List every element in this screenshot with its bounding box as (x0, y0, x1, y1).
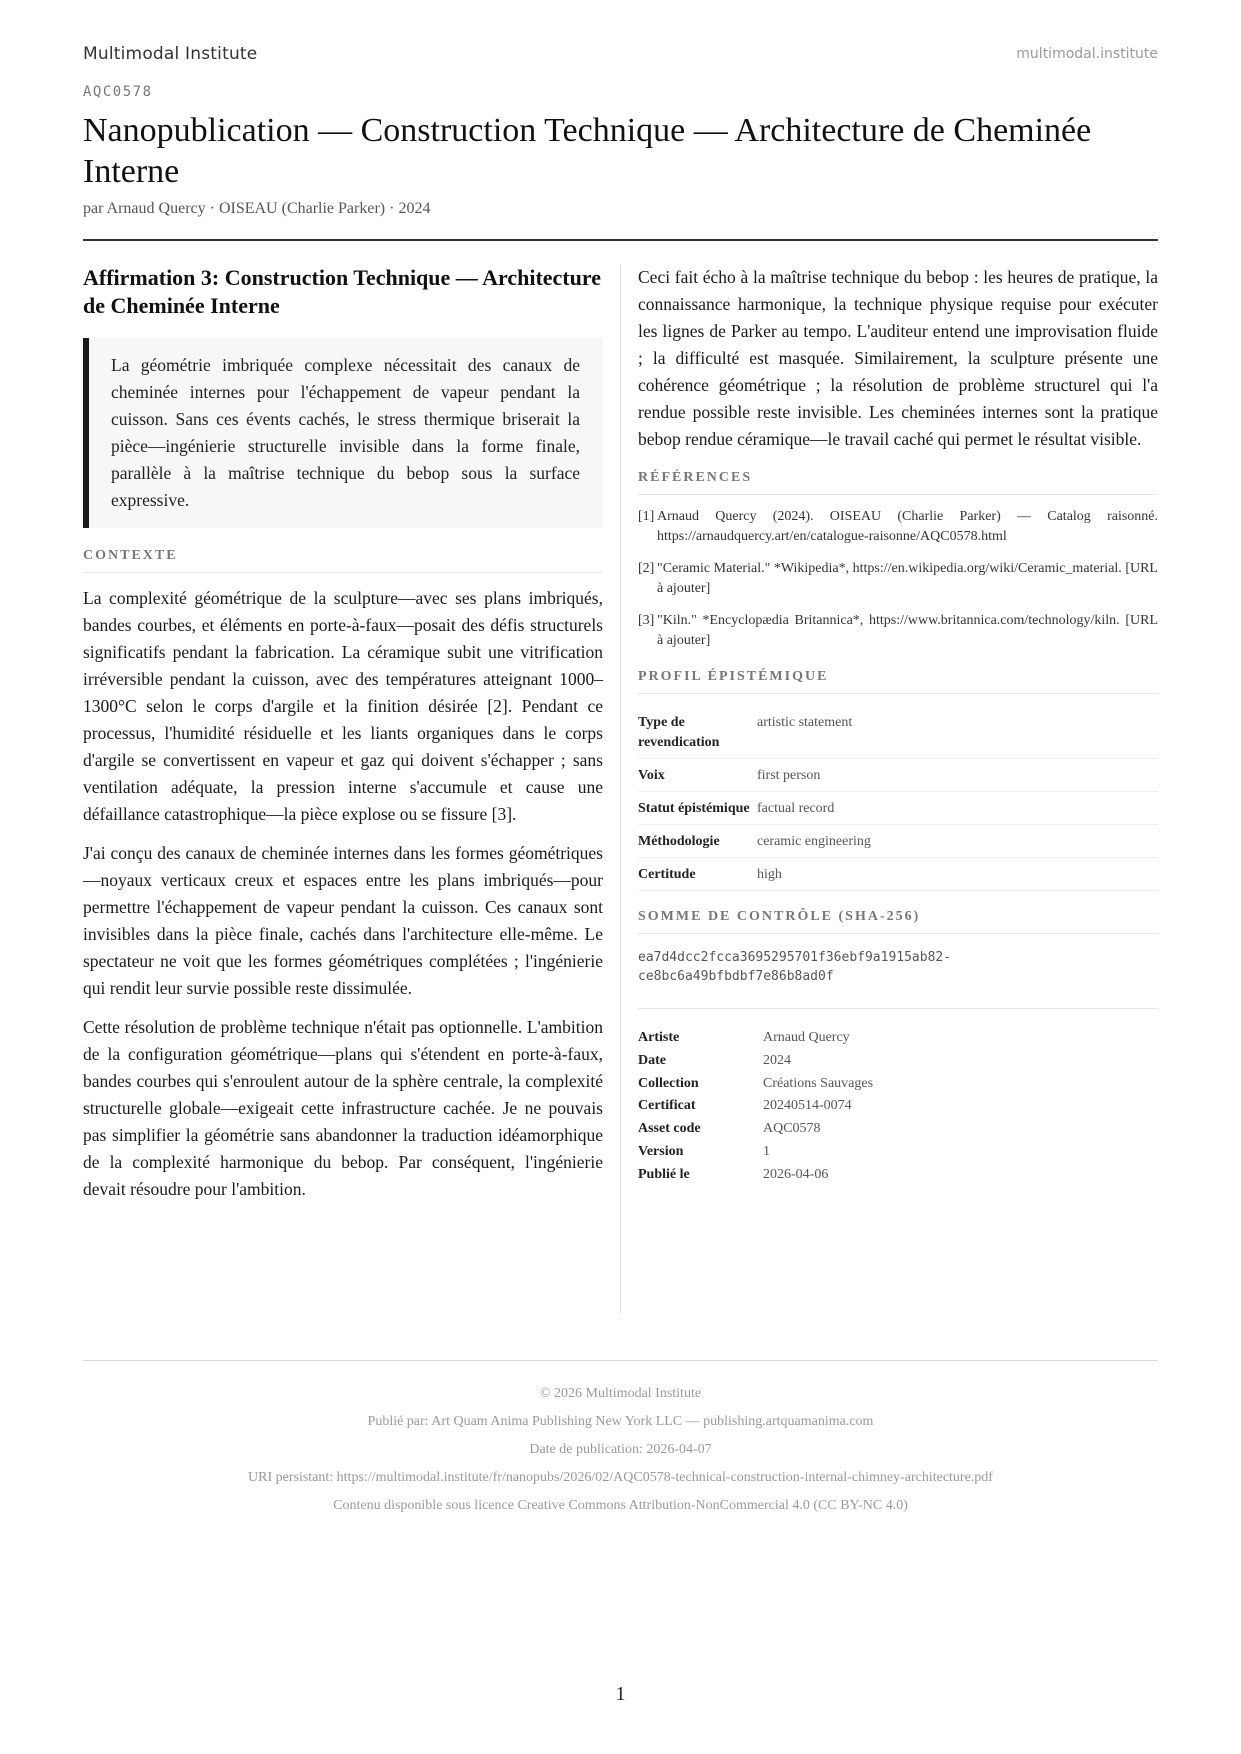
profile-value: factual record (757, 801, 835, 816)
brand-name: Multimodal Institute (83, 44, 258, 64)
claim-heading: Affirmation 3: Construction Technique — Architecture de Cheminée Interne (83, 265, 601, 318)
reference-text: "Kiln." *Encyclopædia Britannica*, https://www.britannica.com/technology/kiln. [URL à ajouter] (657, 613, 1158, 648)
profile-key: Statut épistémique (638, 801, 750, 816)
references-heading: RÉFÉRENCES (638, 466, 1158, 495)
context-paragraph: Cette résolution de problème technique n'était pas optionnelle. L'ambition de la configuration géométrique—plans qui s'étendent en porte-à-faux, bandes courbes qui s'enroulent autour de la sphère centrale, la complexité structurelle globale—exigeait cette infrastructure cachée. Je ne pouvais pas simplifier la géométrie sans abandonner la traduction idéamorphique de la complexité harmonique du bebop. Par conséquent, l'ingénierie devait résoudre pour l'ambition. (83, 1017, 603, 1199)
context-heading: CONTEXTE (83, 544, 603, 573)
profile-key: Certitude (638, 867, 696, 882)
metadata-key: Asset code (638, 1121, 701, 1137)
page-title: Nanopublication — Construction Technique — Architecture de Cheminée Interne (83, 112, 1092, 190)
profile-row (638, 706, 1158, 759)
checksum-heading: SOMME DE CONTRÔLE (SHA-256) (638, 905, 1158, 934)
epistemic-profile-heading: PROFIL ÉPISTÉMIQUE (638, 665, 1158, 694)
right-column (638, 264, 1158, 1187)
metadata-table (638, 1027, 1158, 1187)
metadata-key: Version (638, 1143, 684, 1159)
document-page (83, 0, 1158, 1754)
reference-number: [1] (638, 509, 655, 524)
metadata-value: AQC0578 (763, 1121, 821, 1137)
profile-row (638, 858, 1158, 891)
metadata-value: 2024 (763, 1052, 791, 1068)
left-column (83, 264, 603, 1215)
reference-text: "Ceramic Material." *Wikipedia*, https://en.wikipedia.org/wiki/Ceramic_material. [URL à ajouter] (657, 561, 1158, 596)
profile-row (638, 825, 1158, 858)
metadata-row (638, 1027, 1158, 1050)
metadata-value: 2026-04-06 (763, 1166, 829, 1182)
footer-divider (83, 1360, 1158, 1361)
site-url[interactable]: multimodal.institute (1016, 46, 1158, 62)
reference-item[interactable] (638, 559, 1158, 599)
metadata-row (638, 1073, 1158, 1096)
metadata-row (638, 1118, 1158, 1141)
continuation-paragraph: Ceci fait écho à la maîtrise technique du bebop : les heures de pratique, la connaissance harmonique, la technique physique requise pour exécuter les lignes de Parker au tempo. L'auditeur entend une improvisation fluide ; la difficulté est masquée. Similairement, la sculpture présente une cohérence géométrique ; la résolution de problème structurel qui l'a rendue possible reste invisible. Les cheminées internes sont la pratique bebop rendue céramique—le travail caché qui permet le résultat visible. (638, 267, 1158, 449)
asset-code: AQC0578 (83, 84, 153, 100)
reference-text: Arnaud Quercy (2024). OISEAU (Charlie Parker) — Catalog raisonné. https://arnaudquercy.art/en/catalogue-raisonne/AQC0578.html (657, 509, 1158, 544)
metadata-value: Créations Sauvages (763, 1075, 874, 1091)
footer-persistent-uri[interactable]: URI persistant: https://multimodal.institute/fr/nanopubs/2026/02/AQC0578-technical-construction-internal-chimney-architecture.pdf (248, 1470, 993, 1485)
claim-quote: La géométrie imbriquée complexe nécessitait des canaux de cheminée internes pour l'échappement de vapeur pendant la cuisson. Sans ces évents cachés, le stress thermique briserait la pièce—ingénierie structurelle invisible dans la forme finale, parallèle à la maîtrise technique du bebop sous la surface expressive. (83, 338, 603, 528)
column-divider (620, 264, 621, 1314)
footer-publisher: Publié par: Art Quam Anima Publishing New York LLC — publishing.artquamanima.com (367, 1414, 874, 1429)
context-paragraph: La complexité géométrique de la sculpture—avec ses plans imbriqués, bandes courbes, et éléments en porte-à-faux—posait des défis structurels significatifs pendant la fabrication. La céramique subit une vitrification irréversible pendant la cuisson, avec des températures atteignant 1000–1300°C selon le corps d'argile et la finition désirée [2]. Pendant ce processus, l'humidité résiduelle et les liants organiques dans le corps d'argile se convertissent en vapeur et gaz qui doivent s'échapper ; sans ventilation adéquate, la pression interne s'accumule et cause une défaillance catastrophique—la pièce explose ou se fissure [3]. (83, 588, 603, 824)
profile-value: first person (757, 768, 821, 783)
checksum-line: ea7d4dcc2fcca3695295701f36ebf9a1915ab82- (638, 950, 952, 965)
epistemic-profile-table (638, 706, 1158, 891)
metadata-key: Artiste (638, 1030, 680, 1045)
profile-value: high (757, 867, 782, 882)
footer-license: Contenu disponible sous licence Creative Commons Attribution-NonCommercial 4.0 (CC BY-NC 4.0) (333, 1498, 908, 1513)
top-bar (83, 44, 1158, 68)
metadata-row (638, 1164, 1158, 1187)
profile-key: Type de revendication (638, 715, 720, 750)
page-number: 1 (615, 1683, 626, 1705)
footer (83, 1380, 1158, 1520)
metadata-row (638, 1050, 1158, 1073)
checksum-line: ce8bc6a49bfbdbf7e86b8ad0f (638, 969, 834, 984)
metadata-key: Date (638, 1052, 666, 1068)
reference-item[interactable] (638, 507, 1158, 547)
metadata-key: Collection (638, 1075, 699, 1091)
profile-row (638, 759, 1158, 792)
profile-key: Méthodologie (638, 834, 720, 849)
footer-copyright: © 2026 Multimodal Institute (539, 1386, 702, 1401)
context-paragraph: J'ai conçu des canaux de cheminée internes dans les formes géométriques—noyaux verticaux creux et espaces entre les plans imbriqués—pour permettre l'échappement de vapeur pendant la cuisson. Ces canaux sont invisibles dans la pièce finale, cachés dans l'architecture elle-même. Le spectateur ne voit que les formes géométriques complétées ; l'ingénierie qui rendit leur survie possible reste dissimulée. (83, 843, 603, 998)
reference-number: [2] (638, 561, 655, 576)
metadata-key: Certificat (638, 1098, 696, 1114)
reference-number: [3] (638, 613, 655, 628)
profile-value: ceramic engineering (757, 834, 871, 849)
metadata-value: 20240514-0074 (763, 1098, 852, 1114)
metadata-row (638, 1095, 1158, 1118)
header-divider (83, 239, 1158, 241)
references-list (638, 507, 1158, 651)
byline: par Arnaud Quercy · OISEAU (Charlie Parker) · 2024 (83, 200, 431, 217)
footer-publication-date: Date de publication: 2026-04-07 (529, 1442, 712, 1457)
metadata-value: 1 (763, 1143, 770, 1159)
profile-key: Voix (638, 768, 665, 783)
metadata-key: Publié le (638, 1166, 690, 1182)
metadata-value: Arnaud Quercy (763, 1030, 850, 1045)
profile-row (638, 792, 1158, 825)
metadata-row (638, 1141, 1158, 1164)
profile-value: artistic statement (757, 715, 853, 730)
checksum-value (638, 946, 1158, 1009)
reference-item[interactable] (638, 611, 1158, 651)
